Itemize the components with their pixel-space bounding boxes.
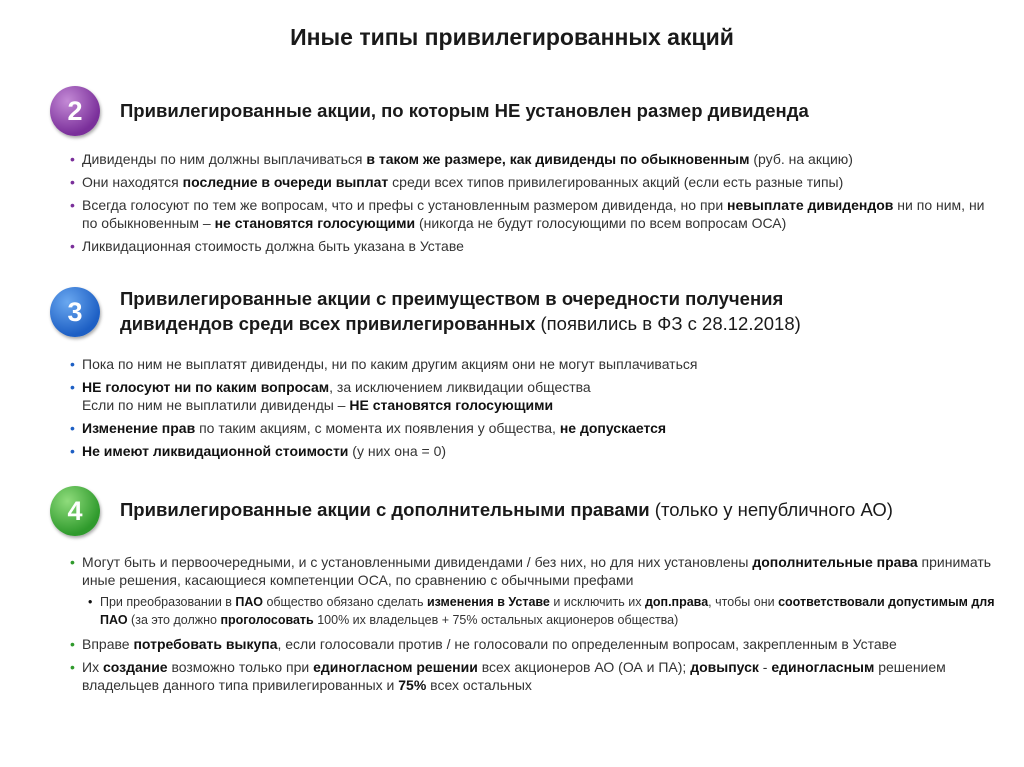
list-item: • Пока по ним не выплатят дивиденды, ни по каким другим акциям они не могут выплачиваться (68, 355, 1003, 373)
list-item: • Они находятся последние в очереди выплат среди всех типов привилегированных акций (если есть разные типы) (68, 173, 1003, 191)
section-4-list (68, 553, 1008, 699)
page-title: Иные типы привилегированных акций (290, 24, 734, 50)
number-badge-4: 4 (50, 486, 100, 536)
number-badge-2: 2 (50, 86, 100, 136)
list-item: • НЕ голосуют ни по каким вопросам, за исключением ликвидации общества Если по ним не выплатили дивиденды – НЕ становятся голосующими (68, 378, 1003, 414)
section-3-list (68, 355, 1003, 465)
list-item: • Ликвидационная стоимость должна быть указана в Уставе (68, 237, 1003, 255)
list-item: • Могут быть и первоочередными, и с установленными дивидендами / без них, но для них установлены дополнительные права принимать иные решения, касающиеся компетенции ОСА, по сравнению с обычными префами • При преобразовании в ПАО общество обязано сделать изменения в Уставе и исключить их доп.права, чтобы они соответствовали допустимым для ПАО (за это должно проголосовать 100% их владельцев + 75% остальных акционеров общества) (68, 553, 1008, 629)
list-item: • Дивиденды по ним должны выплачиваться в таком же размере, как дивиденды по обыкновенным (руб. на акцию) (68, 150, 1003, 168)
section-4-heading-note: (только у непубличного АО) (649, 499, 893, 520)
section-3-heading-note: (появились в ФЗ с 28.12.2018) (535, 313, 801, 334)
section-3-heading-line1: Привилегированные акции с преимуществом в очередности получения (120, 288, 784, 309)
list-item: • Всегда голосуют по тем же вопросам, что и префы с установленным размером дивиденда, но при невыплате дивидендов ни по ним, ни по обыкновенным – не становятся голосующими (никогда не будут голосующими по всем вопросам ОСА) (68, 196, 1003, 232)
section-3-heading (120, 286, 801, 336)
sub-list-item: • При преобразовании в ПАО общество обязано сделать изменения в Уставе и исключить их доп.права, чтобы они соответствовали допустимым для ПАО (за это должно проголосовать 100% их владельцев + 75% остальных акционеров общества) (82, 593, 1008, 629)
list-item: • Изменение прав по таким акциям, с момента их появления у общества, не допускается (68, 419, 1003, 437)
section-2-heading-text: Привилегированные акции, по которым НЕ установлен размер дивиденда (120, 100, 809, 121)
section-4-heading (120, 497, 893, 522)
section-2-list (68, 150, 1003, 260)
list-item: • Вправе потребовать выкупа, если голосовали против / не голосовали по определенным вопросам, закрепленным в Уставе (68, 635, 1008, 653)
list-item: • Их создание возможно только при единогласном решении всех акционеров АО (ОА и ПА); довыпуск - единогласным решением владельцев данного типа привилегированных и 75% всех остальных (68, 658, 1008, 694)
section-3-heading-line2: дивидендов среди всех привилегированных (120, 313, 536, 334)
section-4-heading-text: Привилегированные акции с дополнительными правами (120, 499, 650, 520)
list-item: • Не имеют ликвидационной стоимости (у них она = 0) (68, 442, 1003, 460)
number-badge-3: 3 (50, 287, 100, 337)
section-2-heading (120, 98, 809, 123)
